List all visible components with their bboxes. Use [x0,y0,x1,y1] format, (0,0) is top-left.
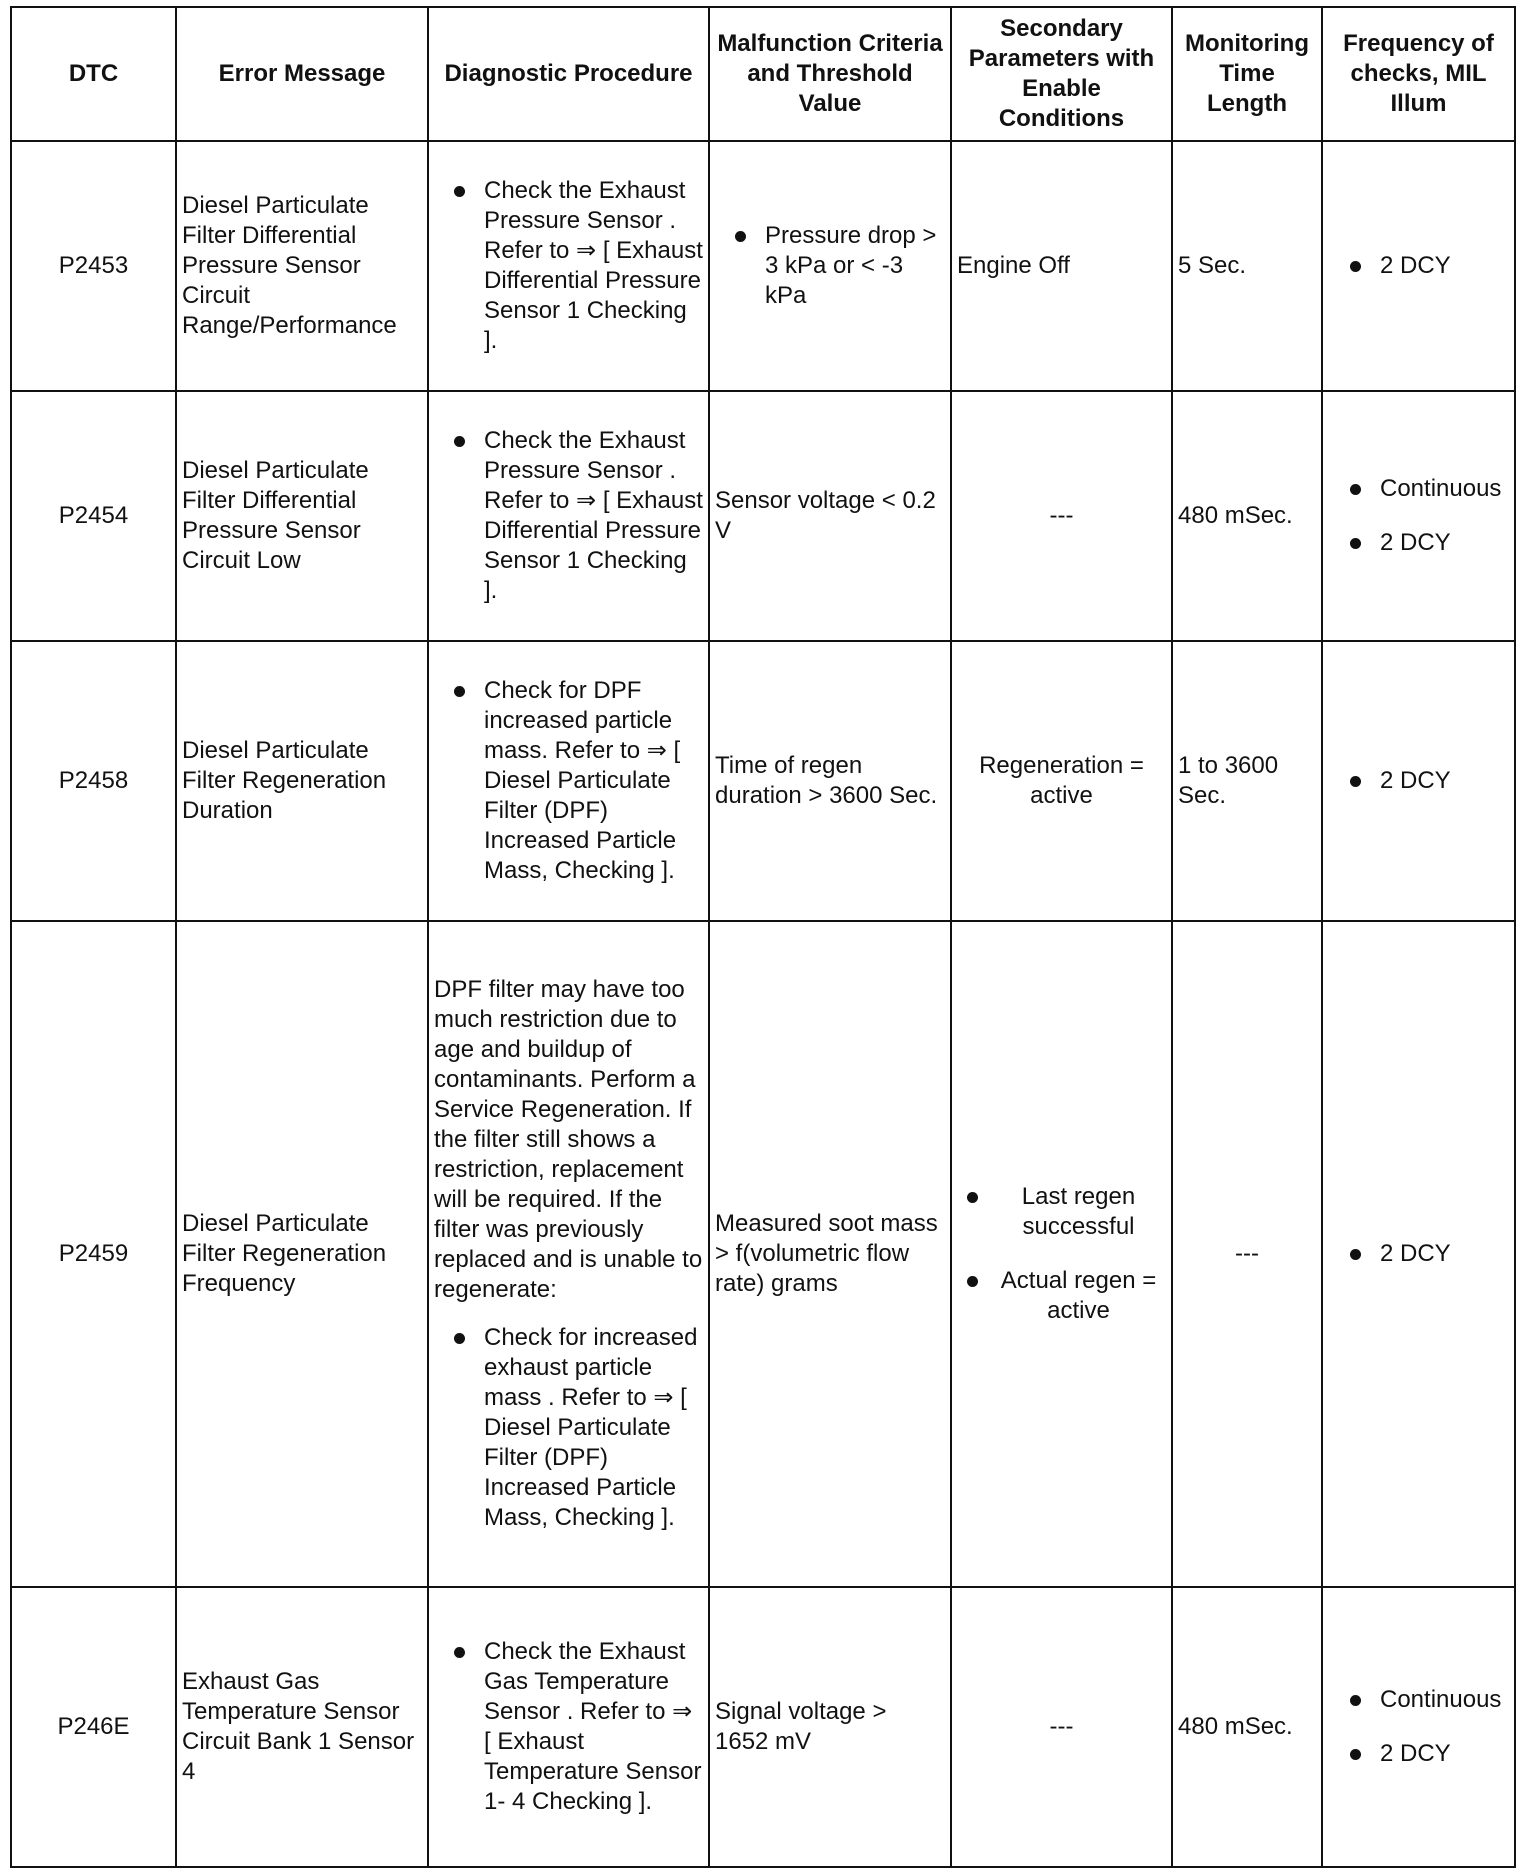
monitoring-time: 5 Sec. [1172,141,1322,391]
frequency-item: 2 DCY [1328,766,1509,796]
malfunction-criteria: Time of regen duration > 3600 Sec. [709,641,951,921]
diagnostic-procedure [428,141,709,391]
frequency-item: 2 DCY [1328,528,1509,558]
frequency-item: Continuous [1328,1685,1509,1715]
dtc-code: P246E [11,1587,176,1867]
header-secondary-parameters: Secondary Parameters with Enable Conditions [951,7,1172,141]
header-dtc: DTC [11,7,176,141]
procedure-bullet: Check the Exhaust Pressure Sensor . Refer to ⇒ [ Exhaust Differential Pressure Sensor 1 Checking ]. [434,426,703,606]
header-diagnostic-procedure: Diagnostic Procedure [428,7,709,141]
table-row [11,921,1515,1587]
diagnostic-procedure [428,391,709,641]
diagnostic-procedure [428,921,709,1587]
procedure-bullet: Check the Exhaust Pressure Sensor . Refer to ⇒ [ Exhaust Differential Pressure Sensor 1 Checking ]. [434,176,703,356]
secondary-parameters: --- [951,1587,1172,1867]
dtc-code: P2458 [11,641,176,921]
frequency [1322,391,1515,641]
frequency-item: Continuous [1328,474,1509,504]
frequency [1322,141,1515,391]
secondary-parameters [951,921,1172,1587]
frequency-item: 2 DCY [1328,1239,1509,1269]
header-monitoring-time: Monitoring Time Length [1172,7,1322,141]
table-row [11,141,1515,391]
diagnostic-procedure [428,1587,709,1867]
dtc-code: P2454 [11,391,176,641]
malfunction-criteria [709,141,951,391]
malfunction-criteria: Measured soot mass > f(volumetric flow rate) grams [709,921,951,1587]
frequency [1322,1587,1515,1867]
monitoring-time: 1 to 3600 Sec. [1172,641,1322,921]
header-malfunction-criteria: Malfunction Criteria and Threshold Value [709,7,951,141]
procedure-text: DPF filter may have too much restriction due to age and buildup of contaminants. Perform a Service Regeneration. If the filter still shows a restriction, replacement will be required. If the filter was previously replaced and is unable to regenerate: [434,976,703,1303]
secondary-parameters: Regeneration = active [951,641,1172,921]
dtc-code: P2459 [11,921,176,1587]
malfunction-criteria: Sensor voltage < 0.2 V [709,391,951,641]
frequency-item: 2 DCY [1328,251,1509,281]
secondary-parameters: --- [951,391,1172,641]
malfunction-criteria: Signal voltage > 1652 mV [709,1587,951,1867]
procedure-bullet: Check for increased exhaust particle mass . Refer to ⇒ [ Diesel Particulate Filter (DPF) Increased Particle Mass, Checking ]. [434,1323,703,1533]
table-row [11,391,1515,641]
procedure-bullet: Check for DPF increased particle mass. Refer to ⇒ [ Diesel Particulate Filter (DPF) Increased Particle Mass, Checking ]. [434,676,703,886]
diagnostic-procedure [428,641,709,921]
error-message: Diesel Particulate Filter Differential Pressure Sensor Circuit Range/Performance [176,141,428,391]
procedure-bullet: Check the Exhaust Gas Temperature Sensor . Refer to ⇒ [ Exhaust Temperature Sensor 1- 4 Checking ]. [434,1637,703,1817]
malfunction-bullet: Pressure drop > 3 kPa or < -3 kPa [715,221,945,311]
frequency [1322,921,1515,1587]
error-message: Exhaust Gas Temperature Sensor Circuit Bank 1 Sensor 4 [176,1587,428,1867]
secondary-bullet: Last regen successful [957,1182,1166,1242]
header-error-message: Error Message [176,7,428,141]
frequency [1322,641,1515,921]
monitoring-time: 480 mSec. [1172,391,1322,641]
monitoring-time: --- [1172,921,1322,1587]
dtc-code: P2453 [11,141,176,391]
frequency-item: 2 DCY [1328,1739,1509,1769]
table-row [11,1587,1515,1867]
monitoring-time: 480 mSec. [1172,1587,1322,1867]
header-row [11,7,1515,141]
error-message: Diesel Particulate Filter Regeneration Duration [176,641,428,921]
secondary-parameters: Engine Off [951,141,1172,391]
error-message: Diesel Particulate Filter Differential Pressure Sensor Circuit Low [176,391,428,641]
secondary-bullet: Actual regen = active [957,1266,1166,1326]
table-row [11,641,1515,921]
header-frequency: Frequency of checks, MIL Illum [1322,7,1515,141]
error-message: Diesel Particulate Filter Regeneration Frequency [176,921,428,1587]
dtc-table [10,6,1516,1868]
